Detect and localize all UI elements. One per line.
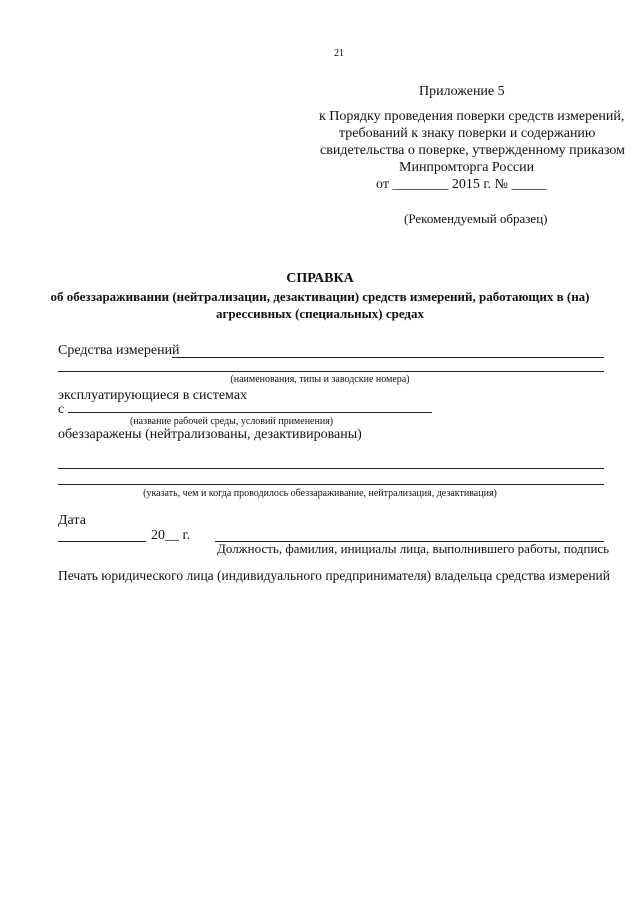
appendix-title: Приложение 5 xyxy=(419,84,505,99)
appendix-line-2: требований к знаку поверки и содержанию xyxy=(339,126,596,141)
seal-text: Печать юридического лица (индивидуального предпринимателя) владельца средства измерений xyxy=(58,568,610,583)
signature-hint: Должность, фамилия, инициалы лица, выполнившего работы, подпись xyxy=(217,541,610,556)
instruments-label: Средства измерений xyxy=(58,343,180,358)
appendix-line-3: свидетельства о поверке, утвержденному приказом xyxy=(320,143,626,158)
document-subtitle-2: агрессивных (специальных) средах xyxy=(215,306,425,321)
appendix-date-line: от ________ 2015 г. № _____ xyxy=(376,177,547,192)
details-field-line-2 xyxy=(58,484,604,485)
date-label: Дата xyxy=(58,513,86,528)
document-subtitle-1: об обеззараживании (нейтрализации, дезактивации) средств измерений, работающих в (на) xyxy=(50,289,590,304)
document-title: СПРАВКА xyxy=(286,271,354,286)
medium-field-line xyxy=(68,412,432,413)
instruments-field-line xyxy=(172,357,604,358)
page-number: 21 xyxy=(334,48,344,59)
appendix-line-4: Минпромторга России xyxy=(399,160,535,175)
sample-note: (Рекомендуемый образец) xyxy=(404,211,548,226)
with-label: с xyxy=(58,402,65,417)
medium-hint: (название рабочей среды, условий применения) xyxy=(130,416,334,427)
date-field-line xyxy=(58,541,146,542)
decontaminated-label: обеззаражены (нейтрализованы, дезактивированы) xyxy=(58,427,362,442)
instruments-hint: (наименования, типы и заводские номера) xyxy=(230,374,410,385)
instruments-field-line-2 xyxy=(58,371,604,372)
date-year: 20__ г. xyxy=(151,528,191,543)
operated-label: эксплуатирующиеся в системах xyxy=(58,388,248,403)
appendix-line-1: к Порядку проведения поверки средств измерений, xyxy=(319,109,625,124)
details-hint: (указать, чем и когда проводилось обеззараживание, нейтрализация, дезактивация) xyxy=(143,488,497,499)
details-field-line-1 xyxy=(58,468,604,469)
